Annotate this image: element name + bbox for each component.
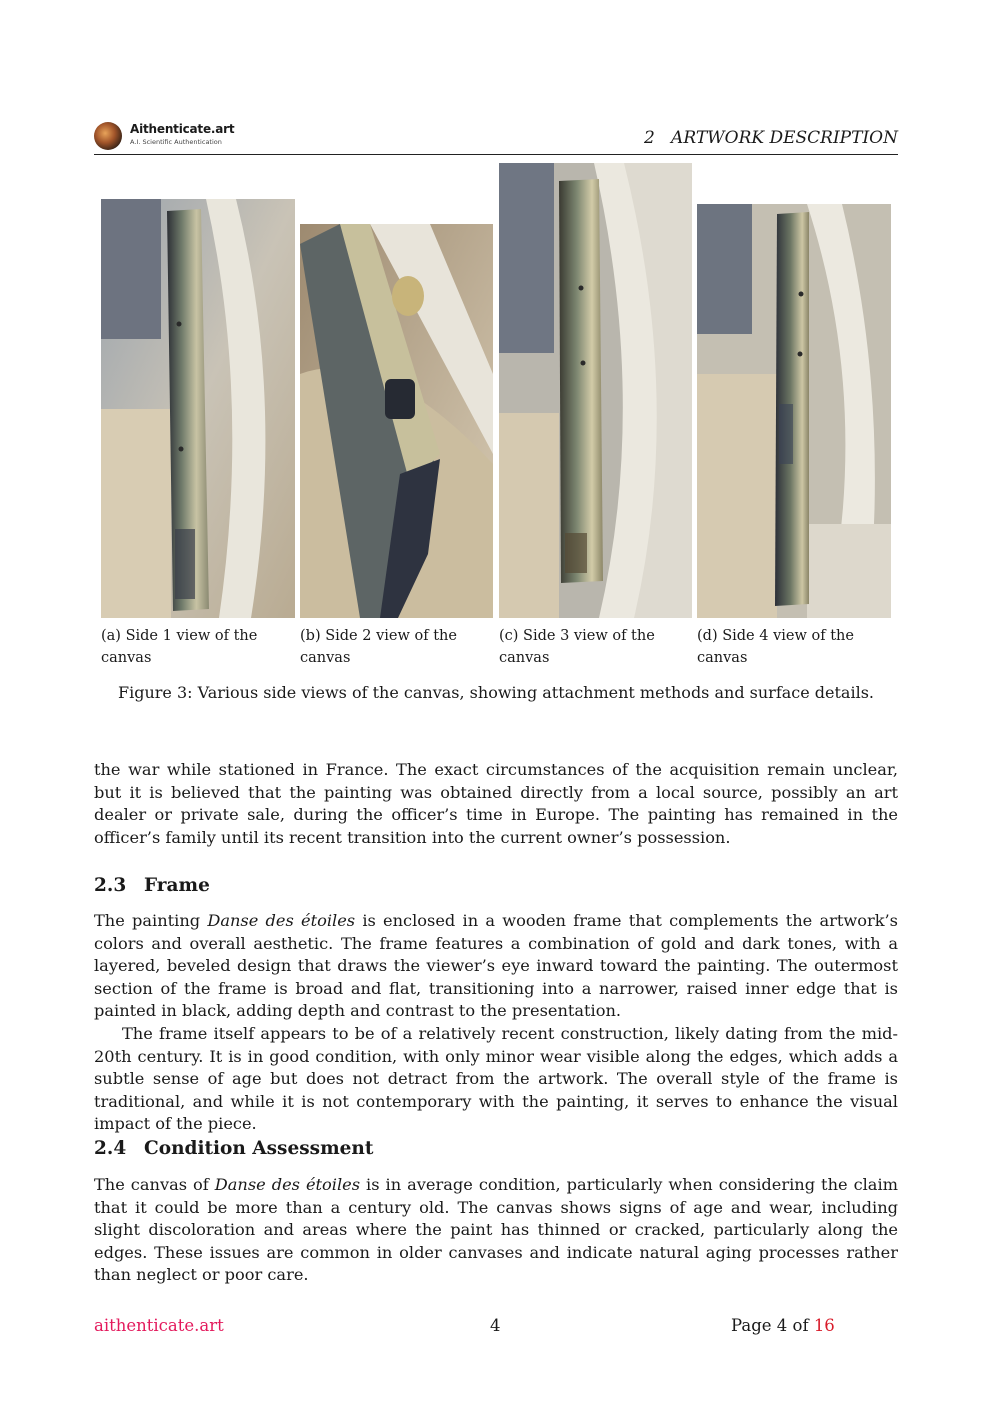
page-header [94, 118, 898, 155]
subcaption-d: (d) Side 4 view of the canvas [697, 628, 854, 666]
section-heading-frame [94, 875, 210, 896]
continuation-block [94, 759, 898, 849]
painting-title: Danse des étoiles [214, 1175, 361, 1194]
painting-title: Danse des étoiles [207, 911, 356, 930]
text-run: is in average condition, particularly when considering the claim that it could be more than a century old. The canvas shows signs of age and wear, including slight discoloration and areas where the paint has thinned or cracked, particularly along the edges. These issues are common in older canvases and indicate natural aging processes rather than neglect or poor care. [94, 1175, 898, 1285]
logo [94, 121, 235, 151]
logo-name: Aithenticate.art [130, 122, 235, 136]
subcaption-c: (c) Side 3 view of the canvas [499, 628, 655, 666]
photo-side-3 [499, 163, 692, 618]
photo-side-4 [697, 204, 891, 618]
logo-tagline: A.I. Scientific Authentication [130, 138, 222, 146]
frame-paragraph-1 [94, 910, 898, 1023]
logo-icon [94, 122, 122, 150]
subcaption-b: (b) Side 2 view of the canvas [300, 628, 457, 666]
condition-section-body [94, 1174, 898, 1287]
section-title: Frame [144, 875, 210, 896]
text-run: The painting [94, 911, 208, 930]
condition-paragraph-1 [94, 1174, 898, 1287]
total-pages-link[interactable]: 16 [813, 1316, 835, 1335]
text-run: The canvas of [94, 1175, 215, 1194]
figure-caption: Figure 3: Various side views of the canvas, showing attachment methods and surface details. [117, 683, 874, 702]
running-head: 2 ARTWORK DESCRIPTION [644, 128, 898, 148]
footer-site-link[interactable]: aithenticate.art [94, 1316, 224, 1335]
frame-section-body [94, 910, 898, 1136]
photo-side-2 [300, 224, 493, 618]
photo-side-1 [101, 199, 295, 618]
section-title: Condition Assessment [144, 1138, 374, 1159]
continuation-paragraph: the war while stationed in France. The exact circumstances of the acquisition remain unclear, but it is believed that the painting was obtained directly from a local source, possibly an art dealer or private sale, during the officer’s time in Europe. The painting has remained in the officer’s family until its recent transition into the current owner’s possession. [94, 760, 898, 847]
section-number: 2.3 [94, 875, 127, 896]
section-number: 2.4 [94, 1138, 127, 1159]
subcaption-a: (a) Side 1 view of the canvas [101, 628, 258, 666]
text-run: is enclosed in a wooden frame that complements the artwork’s colors and overall aesthetic. The frame features a combination of gold and dark tones, with a layered, beveled design that draws the viewer’s eye inward toward the painting. The outermost section of the frame is broad and flat, transitioning into a narrower, raised inner edge that is painted in black, adding depth and contrast to the presentation. [94, 911, 898, 1021]
section-heading-condition [94, 1138, 373, 1159]
frame-paragraph-2: The frame itself appears to be of a relatively recent construction, likely dating from the mid-20th century. It is in good condition, with only minor wear visible along the edges, which adds a subtle sense of age but does not detract from the artwork. The overall style of the frame is traditional, and while it is not contemporary with the painting, it serves to enhance the visual impact of the piece. [94, 1023, 898, 1134]
footer-page-number: 4 [490, 1316, 501, 1335]
footer-page-count [731, 1316, 835, 1335]
page-prefix: Page 4 of [731, 1316, 814, 1335]
